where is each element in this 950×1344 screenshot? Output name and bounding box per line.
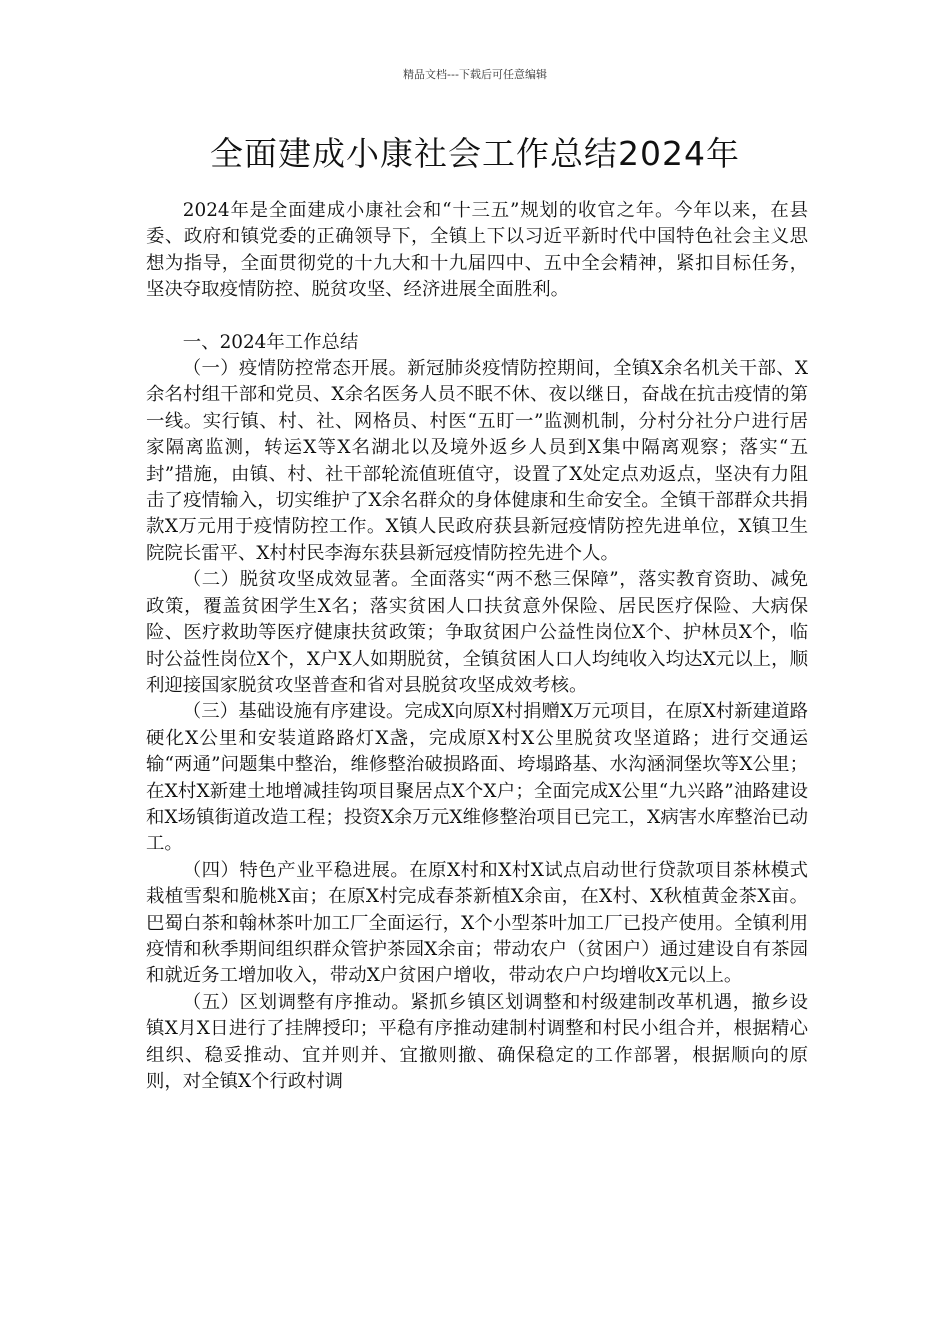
- section-division-adjustment: （五）区划调整有序推动。紧抓乡镇区划调整和村级建制改革机遇，撤乡设镇X月X日进行了挂牌授印；平稳有序推动建制村调整和村民小组合并，根据精心组织、稳妥推动、宜并则并、宜撤则撤、确保稳定的工作部署，根据顺向的原则，对全镇X个行政村调: [146, 991, 808, 1092]
- document-title: 全面建成小康社会工作总结2024年: [210, 134, 740, 173]
- section-poverty-alleviation: （二）脱贫攻坚成效显著。全面落实“两不愁三保障”，落实教育资助、减免政策，覆盖贫困学生X名；落实贫困人口扶贫意外保险、居民医疗保险、大病保险、医疗救助等医疗健康扶贫政策；争取贫困户公益性岗位X个、护林员X个，临时公益性岗位X个，X户X人如期脱贫，全镇贫困人口人均纯收入均达X元以上，顺利迎接国家脱贫攻坚普查和省对县脱贫攻坚成效考核。: [146, 569, 808, 696]
- section-industry: （四）特色产业平稳进展。在原X村和X村X试点启动世行贷款项目茶林模式栽植雪梨和脆桃X亩；在原X村完成春茶新植X余亩，在X村、X秋植黄金茶X亩。巴蜀白茶和翰林茶叶加工厂全面运行，X个小型茶叶加工厂已投产使用。全镇利用疫情和秋季期间组织群众管护茶园X余亩；带动农户（贫困户）通过建设自有茶园和就近务工增加收入，带动X户贫困户增收，带动农户户均增收X元以上。: [146, 859, 808, 987]
- section-heading: 一、2024年工作总结: [182, 331, 359, 353]
- section-infrastructure: （三）基础设施有序建设。完成X向原X村捐赠X万元项目，在原X村新建道路硬化X公里和安装道路路灯X盏，完成原X村X公里脱贫攻坚道路；进行交通运输“两通”问题集中整治，维修整治破损路面、垮塌路基、水沟涵洞堡坎等X公里；在X村X新建土地增减挂钩项目聚居点X个X户；全面完成X公里“九兴路”油路建设和X场镇街道改造工程；投资X余万元X维修整治项目已完工，X病害水库整治已动工。: [146, 701, 808, 855]
- header-note: 精品文档---下载后可任意编辑: [403, 68, 547, 81]
- section-epidemic-control: （一）疫情防控常态开展。新冠肺炎疫情防控期间，全镇X余名机关干部、X余名村组干部和党员、X余名医务人员不眠不休、夜以继日，奋战在抗击疫情的第一线。实行镇、村、社、网格员、村医“五盯一”监测机制，分村分社分户进行居家隔离监测，转运X等X名湖北以及境外返乡人员到X集中隔离观察；落实“五封”措施，由镇、村、社干部轮流值班值守，设置了X处定点劝返点，坚决有力阻击了疫情输入，切实维护了X余名群众的身体健康和生命安全。全镇干部群众共捐款X万元用于疫情防控工作。X镇人民政府获县新冠疫情防控先进单位，X镇卫生院院长雷平、X村村民李海东获县新冠疫情防控先进个人。: [146, 358, 808, 564]
- intro-paragraph: 2024年是全面建成小康社会和“十三五”规划的收官之年。今年以来，在县委、政府和镇党委的正确领导下，全镇上下以习近平新时代中国特色社会主义思想为指导，全面贯彻党的十九大和十九届四中、五中全会精神，紧扣目标任务，坚决夺取疫情防控、脱贫攻坚、经济进展全面胜利。: [146, 200, 808, 301]
- paragraph-gap: [146, 304, 808, 330]
- document-body: [146, 198, 808, 1095]
